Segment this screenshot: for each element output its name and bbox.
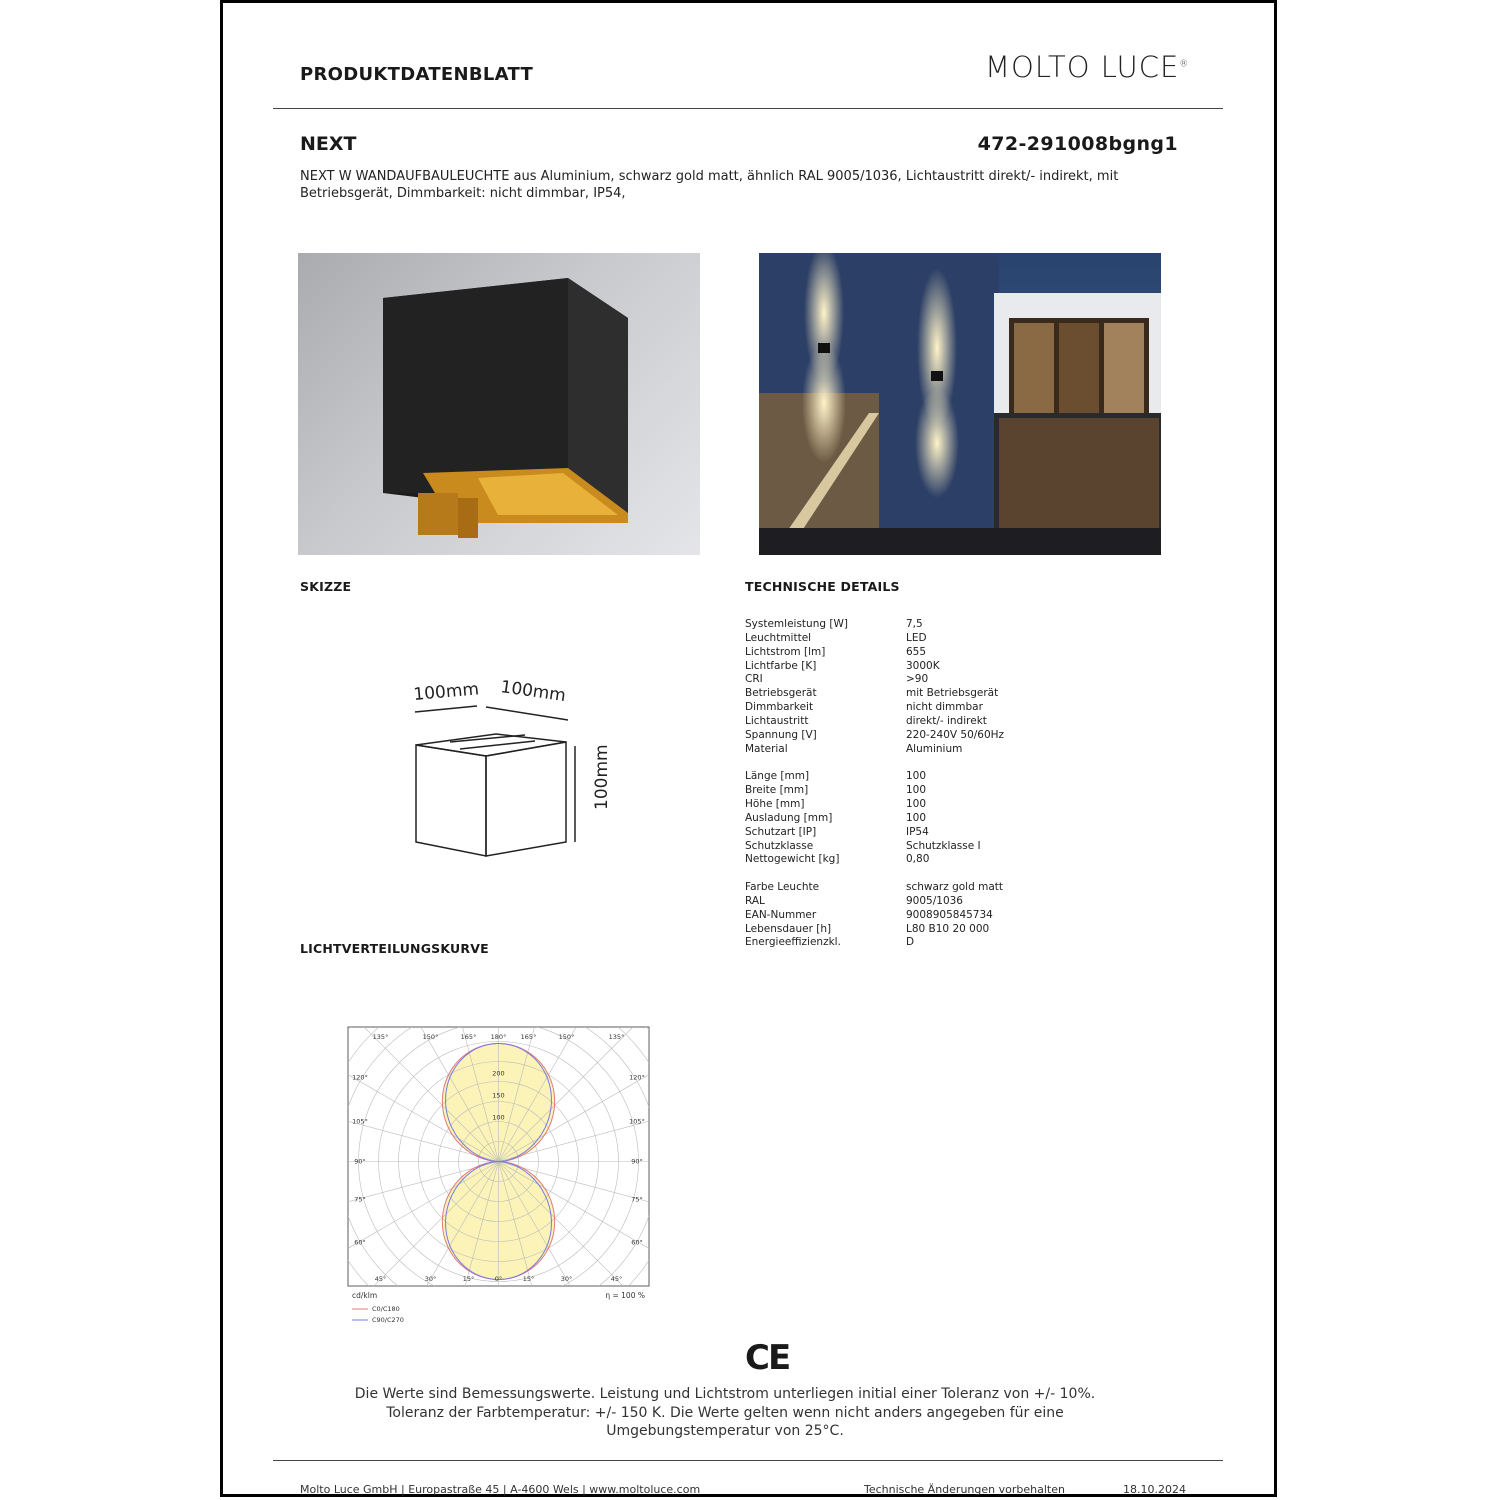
legend-label: C0/C180 bbox=[372, 1305, 400, 1313]
tech-key: RAL bbox=[745, 894, 765, 907]
tech-row bbox=[745, 646, 1004, 660]
tech-value: schwarz gold matt bbox=[906, 881, 1003, 894]
tech-row bbox=[745, 812, 1004, 826]
brand-logo: MOLTO LUCE® bbox=[985, 50, 1190, 84]
tech-row bbox=[745, 840, 1004, 854]
tech-key: Ausladung [mm] bbox=[745, 811, 833, 824]
top-angle-label: 150° bbox=[422, 1033, 439, 1041]
tech-row bbox=[745, 729, 1004, 743]
tech-row bbox=[745, 660, 1004, 674]
top-angle-label: 165° bbox=[520, 1033, 537, 1041]
note-line-1: Die Werte sind Bemessungswerte. Leistung und Lichtstrom unterliegen initial einer Toleranz von +/- 10%. bbox=[354, 1386, 1096, 1402]
radial-tick-label: 100 bbox=[492, 1113, 505, 1122]
bottom-angle-label: 15° bbox=[462, 1275, 475, 1283]
tech-value: 100 bbox=[906, 770, 927, 783]
tech-value: D bbox=[906, 936, 915, 949]
section-tech-title: TECHNISCHE DETAILS bbox=[745, 579, 900, 594]
tech-value: 3000K bbox=[906, 659, 940, 672]
tech-row bbox=[745, 798, 1004, 812]
tech-key: Länge [mm] bbox=[745, 770, 810, 783]
footer-company: Molto Luce GmbH | Europastraße 45 | A-4600 Wels | www.moltoluce.com bbox=[300, 1483, 701, 1496]
bottom-angle-label: 15° bbox=[522, 1275, 535, 1283]
tech-value: nicht dimmbar bbox=[906, 701, 983, 714]
tech-key: Schutzart [IP] bbox=[745, 825, 817, 838]
tech-value: 0,80 bbox=[906, 853, 930, 866]
tech-row bbox=[745, 673, 1004, 687]
tech-value: direkt/- indirekt bbox=[906, 714, 987, 727]
left-angle-label: 75° bbox=[354, 1195, 366, 1204]
note-line-3: Umgebungstemperatur von 25°C. bbox=[606, 1423, 844, 1439]
tech-key: Farbe Leuchte bbox=[745, 881, 820, 894]
tech-key: Dimmbarkeit bbox=[745, 701, 814, 714]
tech-value: 7,5 bbox=[906, 618, 923, 630]
technical-details-table bbox=[745, 618, 1004, 950]
top-angle-label: 150° bbox=[558, 1033, 575, 1041]
tech-key: Energieeffizienzkl. bbox=[745, 936, 841, 949]
efficiency-label: η = 100 % bbox=[605, 1291, 645, 1300]
tech-value: Aluminium bbox=[906, 742, 963, 755]
sketch-height-label: 100mm bbox=[592, 744, 612, 810]
header-divider bbox=[273, 108, 1223, 109]
bottom-angle-label: 30° bbox=[560, 1275, 573, 1283]
radial-tick-label: 200 bbox=[492, 1069, 505, 1078]
product-description: NEXT W WANDAUFBAULEUCHTE aus Aluminium, schwarz gold matt, ähnlich RAL 9005/1036, Lichtaustritt direkt/- indirekt, mit Betriebsgerät, Dimmbarkeit: nicht dimmbar, IP54, bbox=[300, 169, 1119, 201]
tech-key: Systemleistung [W] bbox=[745, 618, 848, 630]
left-angle-label: 120° bbox=[352, 1073, 368, 1082]
tech-row bbox=[745, 895, 1004, 909]
radial-tick-label: 150 bbox=[492, 1091, 505, 1100]
tech-row bbox=[745, 881, 1004, 895]
tech-key: Lebensdauer [h] bbox=[745, 922, 832, 935]
product-code: 472-291008bgng1 bbox=[977, 133, 1178, 155]
tech-key: Leuchtmittel bbox=[745, 631, 812, 644]
tech-value: L80 B10 20 000 bbox=[906, 922, 990, 935]
tech-value: 100 bbox=[906, 797, 927, 810]
tech-key: EAN-Nummer bbox=[745, 908, 817, 921]
tech-key: Material bbox=[745, 742, 788, 755]
tech-key: Spannung [V] bbox=[745, 728, 817, 741]
section-sketch-title: SKIZZE bbox=[300, 579, 352, 594]
tech-group-gap bbox=[745, 756, 1004, 770]
tech-row bbox=[745, 770, 1004, 784]
tech-value: 9008905845734 bbox=[906, 908, 993, 921]
bottom-angle-label: 45° bbox=[610, 1275, 623, 1283]
note-line-2: Toleranz der Farbtemperatur: +/- 150 K. Die Werte gelten wenn nicht anders angegeben für eine bbox=[386, 1404, 1064, 1421]
legend-label: C90/C270 bbox=[372, 1316, 404, 1324]
light-distribution-chart bbox=[345, 1025, 655, 1330]
tech-key: Lichtstrom [lm] bbox=[745, 645, 826, 658]
right-angle-label: 105° bbox=[629, 1117, 645, 1126]
left-angle-label: 90° bbox=[354, 1157, 366, 1166]
footer-disclaimer: Technische Änderungen vorbehalten bbox=[864, 1483, 1065, 1496]
left-angle-label: 60° bbox=[354, 1238, 366, 1247]
bottom-angle-label: 30° bbox=[424, 1275, 437, 1283]
tech-value: LED bbox=[906, 631, 927, 644]
right-angle-label: 60° bbox=[631, 1238, 643, 1247]
tech-key: Nettogewicht [kg] bbox=[745, 853, 840, 866]
tech-key: Betriebsgerät bbox=[745, 687, 817, 700]
tech-row bbox=[745, 632, 1004, 646]
tech-row bbox=[745, 936, 1004, 950]
tech-row bbox=[745, 701, 1004, 715]
right-angle-label: 75° bbox=[631, 1195, 643, 1204]
tech-row bbox=[745, 618, 1004, 632]
tech-key: Schutzklasse bbox=[745, 839, 814, 852]
top-angle-label: 135° bbox=[608, 1033, 625, 1041]
right-angle-label: 120° bbox=[629, 1073, 645, 1082]
bottom-angle-label: 0° bbox=[494, 1275, 503, 1283]
tech-row bbox=[745, 909, 1004, 923]
right-angle-label: 90° bbox=[631, 1157, 643, 1166]
tech-value: mit Betriebsgerät bbox=[906, 687, 999, 700]
installation-photo bbox=[759, 253, 1161, 555]
bottom-angle-label: 45° bbox=[374, 1275, 387, 1283]
tech-group-gap bbox=[745, 867, 1004, 881]
document-title: PRODUKTDATENBLATT bbox=[300, 64, 534, 85]
tech-value: Schutzklasse I bbox=[906, 839, 981, 852]
tech-row bbox=[745, 784, 1004, 798]
tech-key: Lichtaustritt bbox=[745, 714, 809, 727]
ce-mark: CE bbox=[745, 1338, 790, 1378]
tech-value: 100 bbox=[906, 784, 927, 797]
tech-row bbox=[745, 923, 1004, 937]
tech-value: >90 bbox=[906, 673, 929, 686]
tech-row bbox=[745, 853, 1004, 867]
tech-row bbox=[745, 687, 1004, 701]
sketch-depth-label: 100mm bbox=[499, 677, 568, 707]
tolerance-note bbox=[320, 1385, 1130, 1441]
tech-key: Höhe [mm] bbox=[745, 797, 805, 810]
top-angle-label: 135° bbox=[372, 1033, 389, 1041]
tech-row bbox=[745, 826, 1004, 840]
tech-row bbox=[745, 715, 1004, 729]
left-angle-label: 105° bbox=[352, 1117, 368, 1126]
section-ldc-title: LICHTVERTEILUNGSKURVE bbox=[300, 941, 489, 956]
product-photo bbox=[298, 253, 700, 555]
tech-value: 100 bbox=[906, 811, 927, 824]
tech-value: IP54 bbox=[906, 825, 929, 838]
footer-divider bbox=[273, 1460, 1223, 1461]
footer-date: 18.10.2024 bbox=[1123, 1483, 1186, 1496]
tech-row bbox=[745, 743, 1004, 757]
top-angle-label: 165° bbox=[460, 1033, 477, 1041]
dimension-sketch bbox=[400, 670, 630, 870]
tech-value: 9005/1036 bbox=[906, 894, 963, 907]
top-angle-label: 180° bbox=[490, 1033, 507, 1041]
tech-key: Lichtfarbe [K] bbox=[745, 659, 817, 672]
tech-value: 220-240V 50/60Hz bbox=[906, 728, 1005, 741]
product-name: NEXT bbox=[300, 133, 357, 155]
tech-key: Breite [mm] bbox=[745, 784, 809, 797]
tech-value: 655 bbox=[906, 645, 927, 658]
tech-key: CRI bbox=[745, 673, 763, 686]
sketch-width-label: 100mm bbox=[412, 679, 480, 705]
unit-label: cd/klm bbox=[352, 1291, 378, 1300]
